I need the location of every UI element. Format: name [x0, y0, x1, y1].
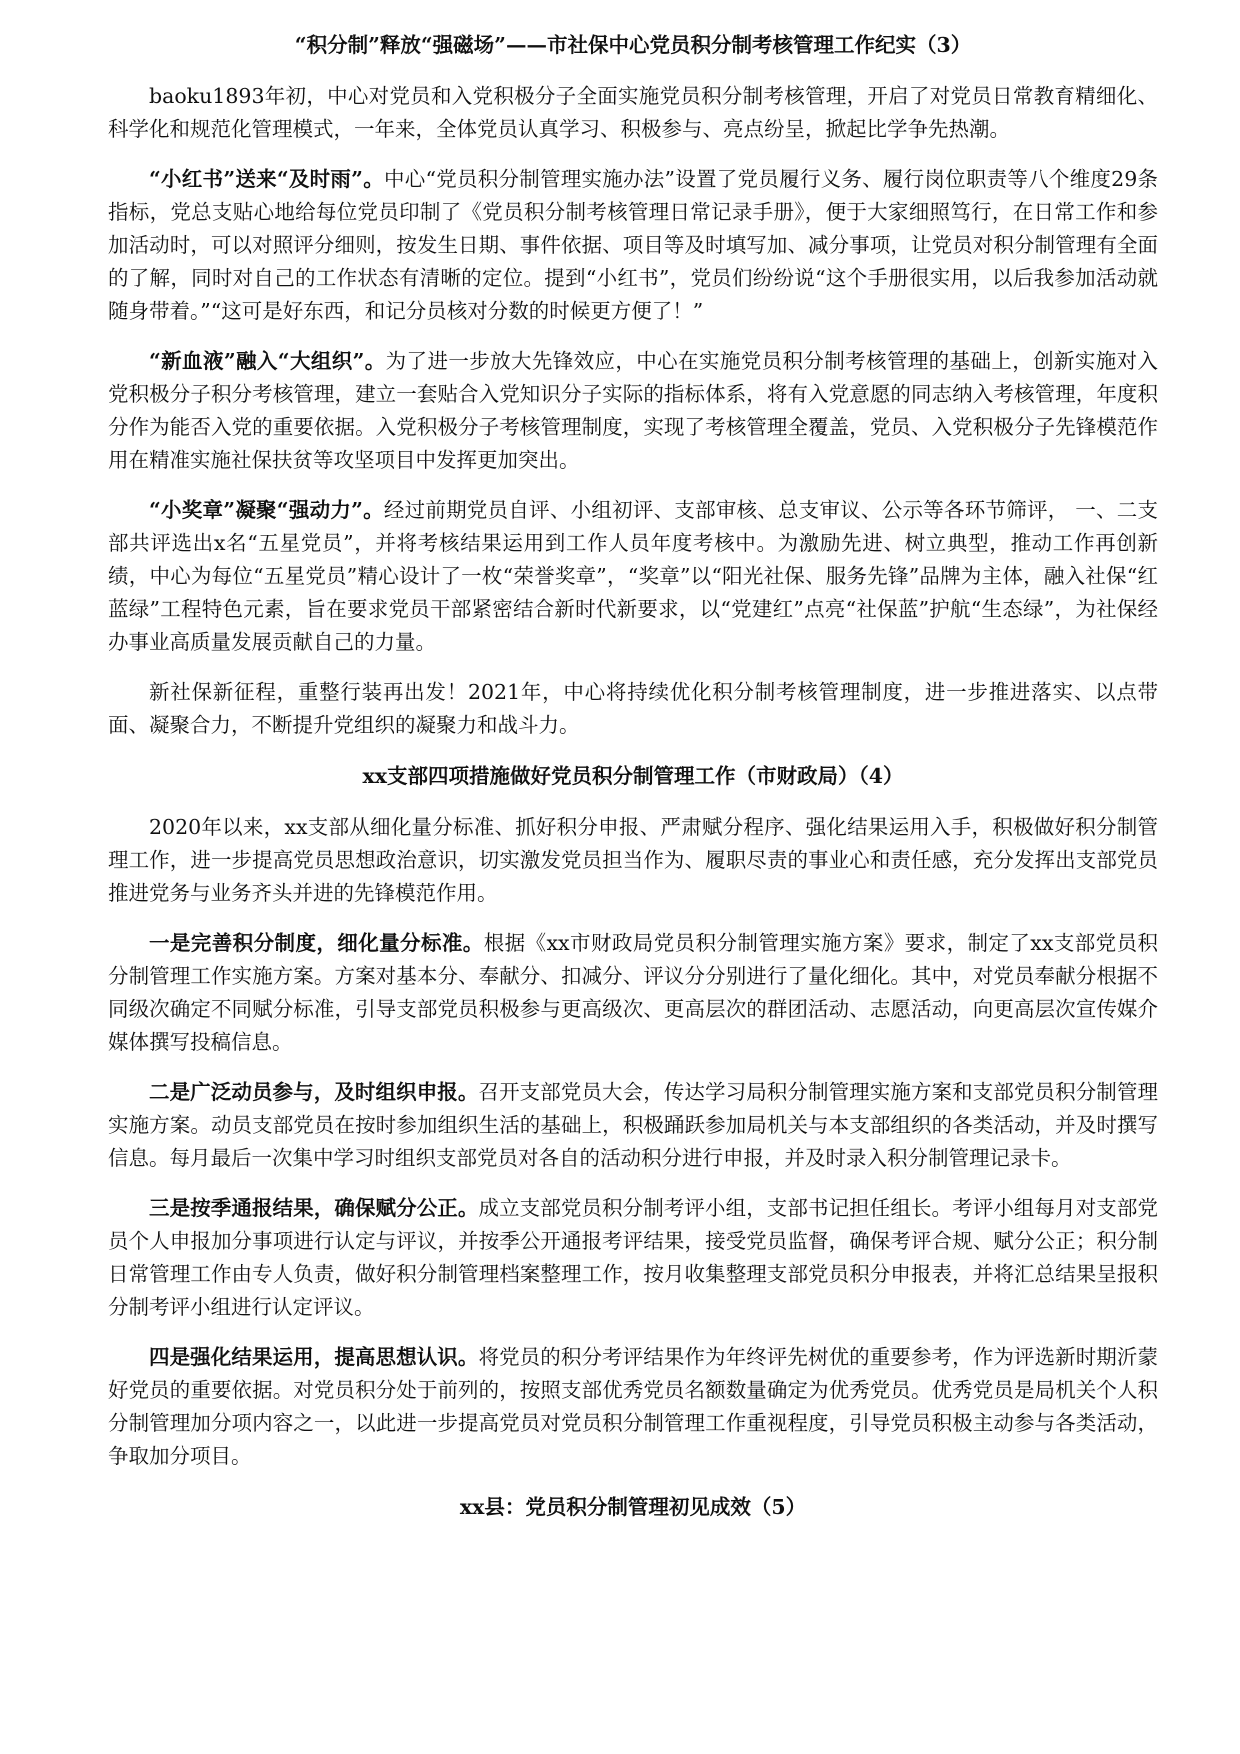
paragraph-lead: 二是广泛动员参与，及时组织申报。 — [149, 1080, 479, 1104]
section-title: xx县：党员积分制管理初见成效（5） — [459, 1495, 807, 1519]
paragraph-text: baoku1893年初，中心对党员和入党积极分子全面实施党员积分制考核管理，开启了对党员日常教育精细化、科学化和规范化管理模式，一年来，全体党员认真学习、积极参与、亮点纷呈，掀起比学争先热潮。 — [108, 84, 1158, 141]
paragraph-lead: “小红书”送来“及时雨”。 — [149, 167, 384, 191]
paragraph-lead: 一是完善积分制度，细化量分标准。 — [149, 931, 484, 955]
paragraph — [108, 80, 1158, 146]
paragraph — [108, 1076, 1158, 1175]
paragraph-lead: 四是强化结果运用，提高思想认识。 — [149, 1345, 479, 1369]
paragraph-text: 为了进一步放大先锋效应，中心在实施党员积分制考核管理的基础上，创新实施对入党积极分子积分考核管理，建立一套贴合入党知识分子实际的指标体系，将有入党意愿的同志纳入考核管理，年度积分作为能否入党的重要依据。入党积极分子考核管理制度，实现了考核管理全覆盖，党员、入党积极分子先锋模范作用在精准实施社保扶贫等攻坚项目中发挥更加突出。 — [108, 349, 1159, 472]
paragraph — [108, 811, 1158, 910]
paragraph — [108, 163, 1158, 328]
paragraph — [108, 927, 1158, 1059]
paragraph-text: 将党员的积分考评结果作为年终评先树优的重要参考，作为评选新时期沂蒙好党员的重要依据。对党员积分处于前列的，按照支部优秀党员名额数量确定为优秀党员。优秀党员是局机关个人积分制管理加分项内容之一，以此进一步提高党员对党员积分制管理工作重视程度，引导党员积极主动参与各类活动，争取加分项目。 — [108, 1345, 1158, 1468]
article-section-3 — [108, 28, 1158, 742]
section-title: xx支部四项措施做好党员积分制管理工作（市财政局）（4） — [362, 764, 904, 788]
paragraph-text: 经过前期党员自评、小组初评、支部审核、总支审议、公示等各环节筛评， 一、二支部共评选出x名“五星党员”，并将考核结果运用到工作人员年度考核中。为激励先进、树立典型，推动工作再创新绩，中心为每位“五星党员”精心设计了一枚“荣誉奖章”，“奖章”以“阳光社保、服务先锋”品牌为主体，融入社保“红蓝绿”工程特色元素，旨在要求党员干部紧密结合新时代新要求，以“党建红”点亮“社保蓝”护航“生态绿”，为社保经办事业高质量发展贡献自己的力量。 — [108, 498, 1159, 654]
section-title: “积分制”释放“强磁场”——市社保中心党员积分制考核管理工作纪实（3） — [294, 33, 972, 57]
paragraph — [108, 494, 1158, 659]
paragraph-text: 成立支部党员积分制考评小组，支部书记担任组长。考评小组每月对支部党员个人申报加分事项进行认定与评议，并按季公开通报考评结果，接受党员监督，确保考评合规、赋分公正；积分制日常管理工作由专人负责，做好积分制管理档案整理工作，按月收集整理支部党员积分申报表，并将汇总结果呈报积分制考评小组进行认定评议。 — [108, 1196, 1158, 1319]
paragraph-lead: “小奖章”凝聚“强动力”。 — [149, 498, 384, 522]
paragraph-lead: “新血液”融入“大组织”。 — [149, 349, 386, 373]
paragraph-lead: 三是按季通报结果，确保赋分公正。 — [149, 1196, 479, 1220]
paragraph-text: 根据《xx市财政局党员积分制管理实施方案》要求，制定了xx支部党员积分制管理工作实施方案。方案对基本分、奉献分、扣减分、评议分分别进行了量化细化。其中，对党员奉献分根据不同级次确定不同赋分标准，引导支部党员积极参与更高级次、更高层次的群团活动、志愿活动，向更高层次宣传媒介媒体撰写投稿信息。 — [108, 931, 1159, 1054]
paragraph — [108, 676, 1158, 742]
paragraph — [108, 345, 1158, 477]
paragraph — [108, 1341, 1158, 1473]
article-section-5 — [108, 1490, 1158, 1524]
paragraph-text: 召开支部党员大会，传达学习局积分制管理实施方案和支部党员积分制管理实施方案。动员支部党员在按时参加组织生活的基础上，积极踊跃参加局机关与本支部组织的各类活动，并及时撰写信息。每月最后一次集中学习时组织支部党员对各自的活动积分进行申报，并及时录入积分制管理记录卡。 — [108, 1080, 1158, 1170]
paragraph-text: 2020年以来，xx支部从细化量分标准、抓好积分申报、严肃赋分程序、强化结果运用入手，积极做好积分制管理工作，进一步提高党员思想政治意识，切实激发党员担当作为、履职尽责的事业心和责任感，充分发挥出支部党员推进党务与业务齐头并进的先锋模范作用。 — [108, 815, 1158, 905]
article-section-4 — [108, 759, 1158, 1473]
paragraph-text: 中心“党员积分制管理实施办法”设置了党员履行义务、履行岗位职责等八个维度29条指标，党总支贴心地给每位党员印制了《党员积分制考核管理日常记录手册》，便于大家细照笃行，在日常工作和参加活动时，可以对照评分细则，按发生日期、事件依据、项目等及时填写加、减分事项，让党员对积分制管理有全面的了解，同时对自己的工作状态有清晰的定位。提到“小红书”，党员们纷纷说“这个手册很实用，以后我参加活动就随身带着。”“这可是好东西，和记分员核对分数的时候更方便了！” — [108, 167, 1159, 323]
paragraph-text: 新社保新征程，重整行装再出发！2021年，中心将持续优化积分制考核管理制度，进一步推进落实、以点带面、凝聚合力，不断提升党组织的凝聚力和战斗力。 — [108, 680, 1158, 737]
paragraph — [108, 1192, 1158, 1324]
